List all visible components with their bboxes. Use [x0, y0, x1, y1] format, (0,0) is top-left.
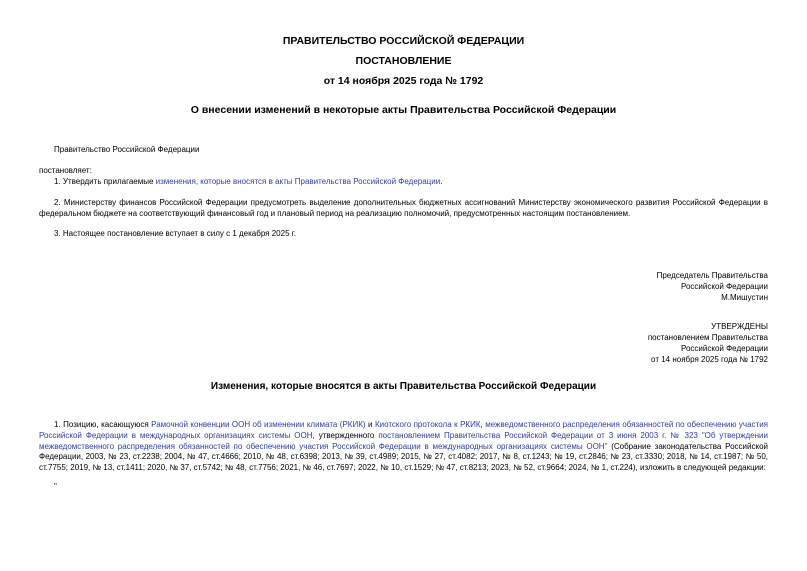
approved-line-4: от 14 ноября 2025 года № 1792	[651, 355, 768, 364]
date-number-heading: от 14 ноября 2025 года № 1792	[323, 75, 484, 87]
approved-line-2: постановлением Правительства	[647, 333, 768, 342]
signature-line-2: Российской Федерации	[681, 282, 768, 291]
item-1	[54, 177, 442, 188]
p1-text-b: и	[365, 420, 375, 429]
approved-line-3: Российской Федерации	[681, 344, 768, 353]
authority-heading: ПРАВИТЕЛЬСТВО РОССИЙСКОЙ ФЕДЕРАЦИИ	[282, 35, 525, 47]
decree-323-link[interactable]: постановлением Правительства Российской Федерации от 3 июня 2003 г. № 323 "Об утверждении межведомственного распределения обязанностей по обеспечению участия Российской Федерации в международных организациях системы ООН"	[39, 430, 768, 451]
p1-text-e: (Собрание законодательства Российской Федерации, 2003, № 23, ст.2238; 2004, № 47, ст.4666; 2010, № 48, ст.6398; 2013, № 39, ст.4989; 2015, № 27, ст.4082; 2017, № 8, ст.1243; № 19, ст.2846; № 23, ст.3330; 2018, № 14, ст.1987; № 50, ст.7755; 2019, № 13, ст.1411; 2020, № 37, ст.5742; № 48, ст.7756; 2021, № 46, ст.7697; 2022, № 10, ст.1529; № 47, ст.8213; 2023, № 52, ст.9664; 2024, № 1, ст.224), изложить в следующей редакции:	[39, 441, 768, 473]
kyoto-protocol-link[interactable]: Киотского протокола к РКИК	[374, 420, 481, 429]
document-title: О внесении изменений в некоторые акты Правительства Российской Федерации	[190, 104, 617, 116]
item-2: 2. Министерству финансов Российской Федерации предусмотреть выделение дополнительных бюджетных ассигнований Министерству экономического развития Российской Федерации в федеральном бюджете на соответствующий финансовый год и плановый период на реализацию полномочий, предусмотренных настоящим постановлением.	[39, 198, 768, 218]
p1-text-a: 1. Позицию, касающуюся	[54, 420, 152, 429]
approved-line-1: УТВЕРЖДЕНЫ	[711, 322, 768, 331]
item-3: 3. Настоящее постановление вступает в силу с 1 декабря 2025 г.	[54, 229, 296, 238]
item-1-suffix: .	[440, 177, 443, 186]
p1-text-c: ,	[480, 420, 486, 429]
doc-type-heading: ПОСТАНОВЛЕНИЕ	[355, 55, 452, 67]
changes-link[interactable]: изменения, которые вносятся в акты Правительства Российской Федерации	[155, 177, 441, 186]
government-text: Правительство Российской Федерации	[54, 145, 200, 154]
changes-title: Изменения, которые вносятся в акты Правительства Российской Федерации	[210, 381, 597, 392]
decrees-text: постановляет:	[39, 166, 92, 175]
unfccc-link[interactable]: Рамочной конвенции ООН об изменении климата (РКИК)	[151, 420, 366, 429]
changes-paragraph-1	[39, 420, 768, 474]
signature-block	[657, 270, 768, 303]
signature-name: М.Мишустин	[721, 293, 768, 302]
approved-block	[648, 321, 768, 365]
p1-text-d: , утвержденного	[312, 430, 379, 440]
item-1-prefix: 1. Утвердить прилагаемые	[54, 177, 156, 186]
quote-mark: "	[54, 482, 57, 491]
distribution-link[interactable]: межведомственного распределения обязанностей по обеспечению участия Российской Федерации в международных организациях системы ООН	[39, 420, 768, 440]
signature-line-1: Председатель Правительства	[656, 271, 768, 280]
